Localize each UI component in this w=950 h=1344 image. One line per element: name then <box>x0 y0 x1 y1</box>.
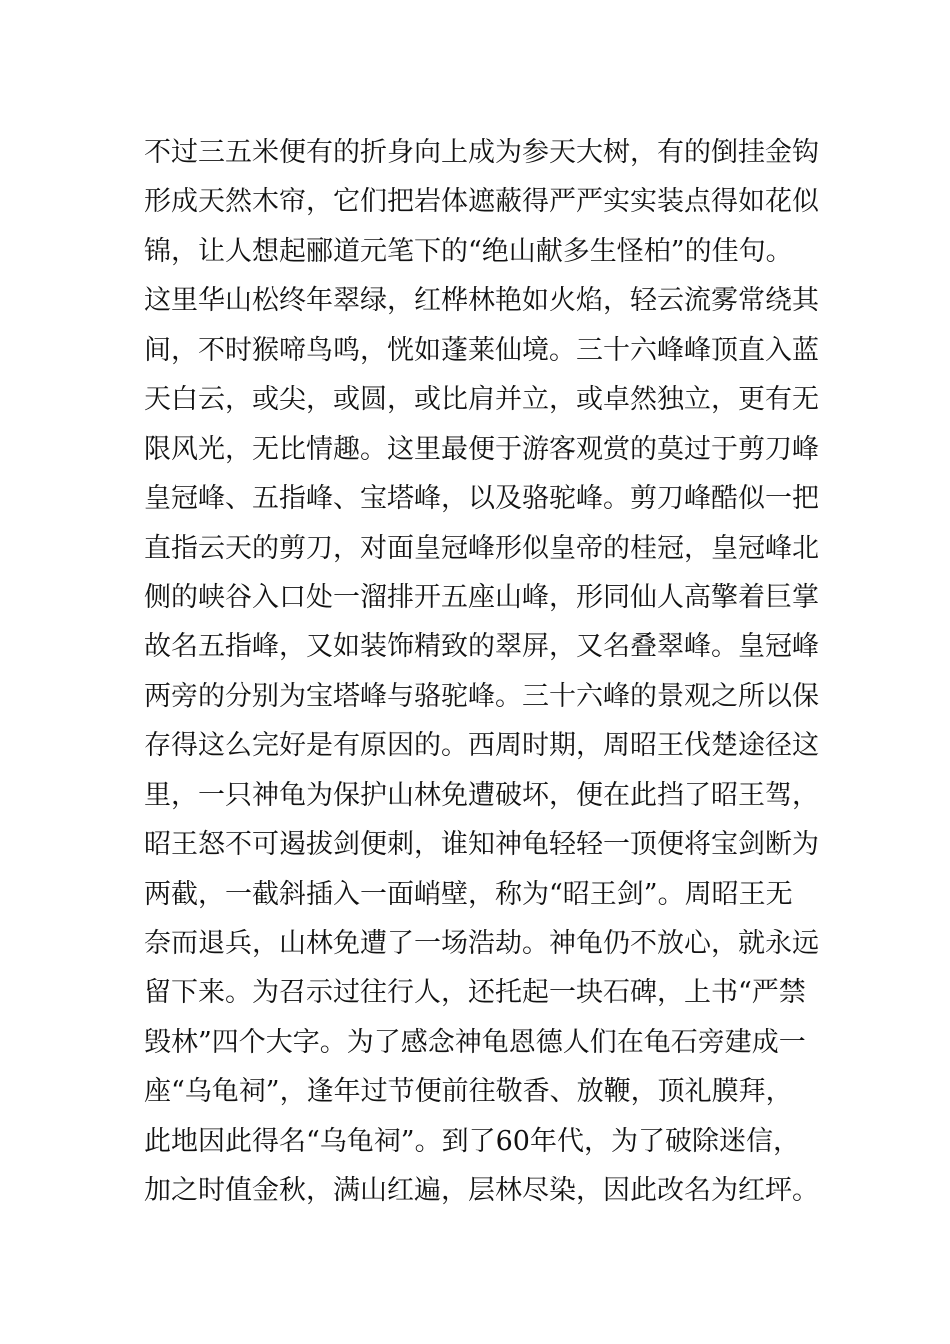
text-line: 两旁的分别为宝塔峰与骆驼峰。三十六峰的景观之所以保 <box>144 680 819 712</box>
text-line: 里，一只神龟为保护山林免遭破坏，便在此挡了昭王驾， <box>144 779 819 811</box>
text-line: 昭王怒不可遏拔剑便刺，谁知神龟轻轻一顶便将宝剑断为 <box>144 829 819 861</box>
body-text <box>144 128 824 1216</box>
text-line: 天白云，或尖，或圆，或比肩并立，或卓然独立，更有无 <box>144 384 819 416</box>
text-line: 座“乌龟祠”，逢年过节便前往敬香、放鞭，顶礼膜拜， <box>144 1076 793 1108</box>
text-line: 此地因此得名“乌龟祠”。到了60年代，为了破除迷信， <box>144 1125 800 1157</box>
text-line: 奈而退兵，山林免遭了一场浩劫。神龟仍不放心，就永远 <box>144 928 819 959</box>
text-line: 锦，让人想起郦道元笔下的“绝山献多生怪柏”的佳句。 <box>144 235 793 267</box>
text-line: 故名五指峰，又如装饰精致的翠屏，又名叠翠峰。皇冠峰 <box>144 631 819 663</box>
text-line: 皇冠峰、五指峰、宝塔峰，以及骆驼峰。剪刀峰酷似一把 <box>144 483 819 515</box>
text-line: 限风光，无比情趣。这里最便于游客观赏的莫过于剪刀峰 <box>144 433 819 465</box>
text-line: 间，不时猴啼鸟鸣，恍如蓬莱仙境。三十六峰峰顶直入蓝 <box>144 334 819 366</box>
text-line: 两截，一截斜插入一面峭壁，称为“昭王剑”。周昭王无 <box>144 878 793 910</box>
text-line: 留下来。为召示过往行人，还托起一块石碑，上书“严禁 <box>144 977 806 1009</box>
text-line: 加之时值金秋，满山红遍，层林尽染，因此改名为红坪。 <box>144 1175 819 1207</box>
text-line: 直指云天的剪刀，对面皇冠峰形似皇帝的桂冠，皇冠峰北 <box>144 532 819 564</box>
text-line: 形成天然木帘，它们把岩体遮蔽得严严实实装点得如花似 <box>144 186 819 218</box>
text-line: 这里华山松终年翠绿，红桦林艳如火焰，轻云流雾常绕其 <box>144 285 819 317</box>
text-line: 不过三五米便有的折身向上成为参天大树，有的倒挂金钩 <box>144 137 819 168</box>
text-line: 侧的峡谷入口处一溜排开五座山峰，形同仙人高擎着巨掌 <box>144 581 819 613</box>
text-line: 毁林”四个大字。为了感念神龟恩德人们在龟石旁建成一 <box>144 1026 806 1058</box>
text-line: 存得这么完好是有原因的。西周时期，周昭王伐楚途径这 <box>144 730 819 762</box>
